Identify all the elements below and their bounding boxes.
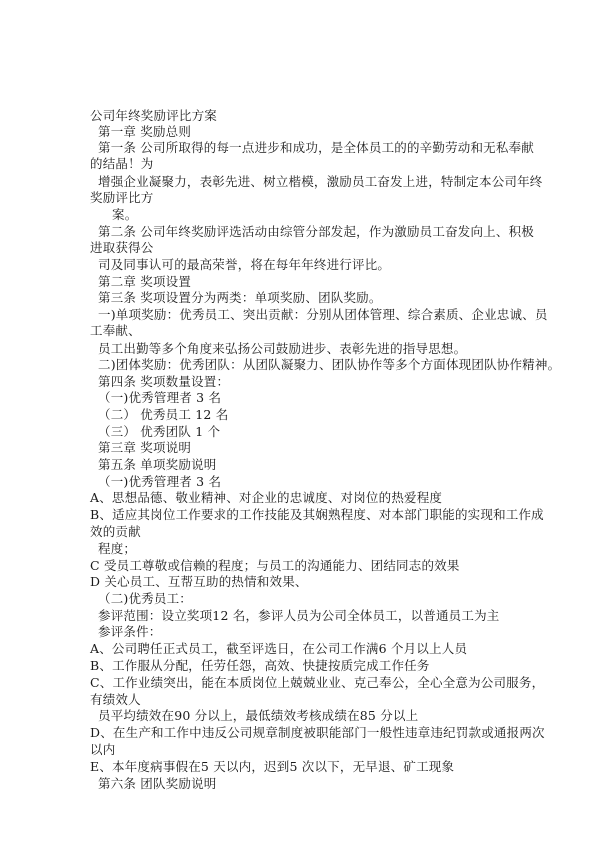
article-text: 第一条 公司所取得的每一点进步和成功，是全体员工的的辛勤劳动和无私奉献 [98,140,534,155]
article-text: 有绩效人 [90,692,141,707]
document-title: 公司年终奖励评比方案 [90,108,218,123]
article-text: （二） 优秀员工 12 名 [98,407,229,422]
chapter-heading: 第二章 奖项设置 [98,274,192,289]
article-text: 第三条 奖项设置分为两类：单项奖励、团队奖励。 [98,290,382,305]
article-text: D、在生产和工作中违反公司规章制度被职能部门一般性违章违纪罚款或通报两次 [90,725,545,740]
article-text: 进取获得公 [90,240,154,255]
article-text: C 受员工尊敬或信赖的程度；与员工的沟通能力、团结同志的效果 [90,558,460,573]
article-text: 效的贡献 [90,524,141,539]
article-text: （一)优秀管理者 3 名 [98,474,222,489]
article-text: 二)团体奖励：优秀团队：从团队凝聚力、团队协作等多个方面体现团队协作精神。 [98,357,561,372]
article-text: 工奉献、 [90,323,141,338]
article-text: 第四条 奖项数量设置： [98,374,230,389]
article-text: 员工出勤等多个角度来弘扬公司鼓励进步、表彰先进的指导思想。 [98,341,467,356]
article-text: E、本年度病事假在5 天以内，迟到5 次以下，无早退、矿工现象 [90,759,455,774]
article-text: 一)单项奖励：优秀员工、突出贡献：分别从团体管理、综合素质、企业忠诚、员 [98,307,548,322]
article-text: 第五条 单项奖励说明 [98,457,217,472]
article-text: 司及同事认可的最高荣誉，将在每年年终进行评比。 [98,257,391,272]
article-text: 奖励评比方 [90,190,154,205]
article-text: 参评条件： [98,624,162,639]
article-text: 参评范围：设立奖项12 名，参评人员为公司全体员工，以普通员工为主 [98,608,500,623]
article-text: （一)优秀管理者 3 名 [98,390,222,405]
article-text: （三） 优秀团队 1 个 [98,424,221,439]
chapter-heading: 第一章 奖励总则 [98,124,192,139]
article-text: 程度； [98,541,137,556]
article-text: 员平均绩效在90 分以上，最低绩效考核成绩在85 分以上 [98,708,419,723]
article-text: B、适应其岗位工作要求的工作技能及其娴熟程度、对本部门职能的实现和工作成 [90,507,544,522]
article-text: D 关心员工、互帮互助的热情和效果、 [90,574,308,589]
article-text: B、工作服从分配，任劳任怨，高效、快捷按质完成工作任务 [90,658,430,673]
article-text: C、工作业绩突出，能在本质岗位上兢兢业业、克己奉公，全心全意为公司服务， [90,675,545,690]
article-text: A、思想品德、敬业精神、对企业的忠诚度、对岗位的热爱程度 [90,490,443,505]
article-text: 的结晶！为 [90,156,154,171]
article-heading: 第六条 团队奖励说明 [98,776,217,791]
chapter-heading: 第三章 奖项说明 [98,440,192,455]
article-text: （二)优秀员工： [98,591,192,606]
article-text: 案。 [112,207,138,222]
article-text: A、公司聘任正式员工，截至评选日，在公司工作满6 个月以上人员 [90,641,468,656]
article-text: 第二条 公司年终奖励评选活动由综管分部发起，作为激励员工奋发向上、积极 [98,224,534,239]
article-text: 以内 [90,742,116,757]
article-text: 增强企业凝聚力，表彰先进、树立楷模，激励员工奋发上进，特制定本公司年终 [98,174,543,189]
